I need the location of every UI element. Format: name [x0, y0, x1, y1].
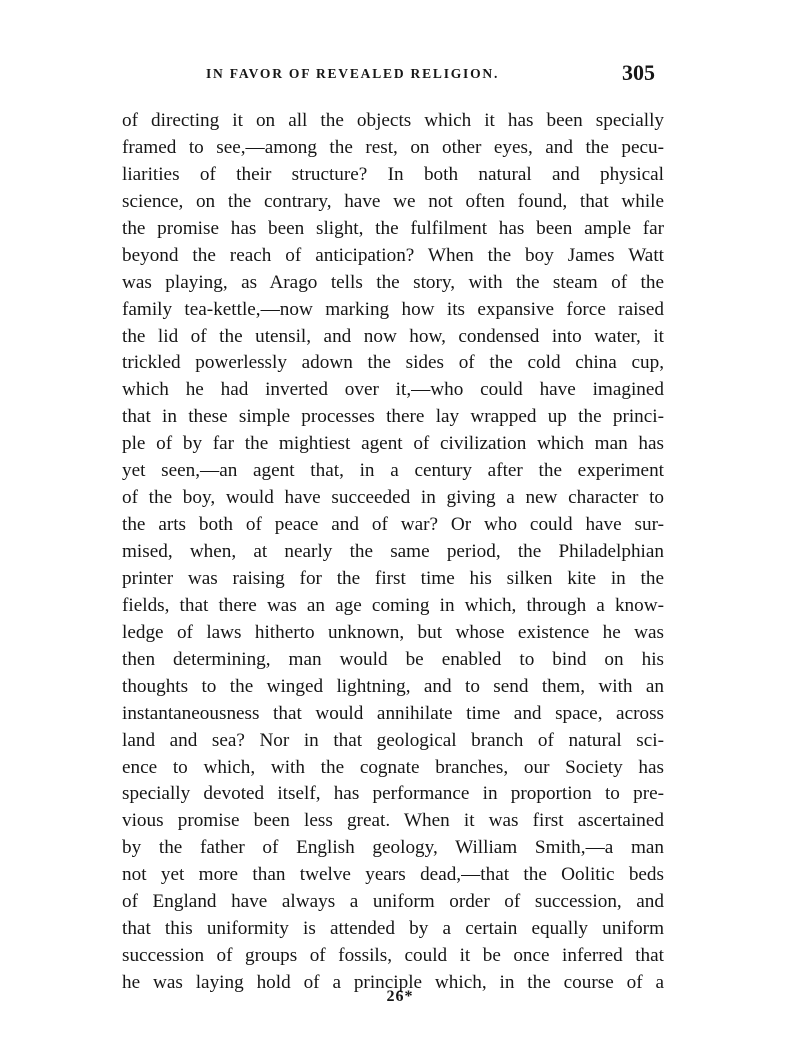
text-line: of the boy, would have succeeded in giving a new character to [122, 487, 664, 509]
text-line: specially devoted itself, has performance in proportion to pre- [122, 783, 664, 805]
text-line: by the father of English geology, William Smith,—a man [122, 837, 664, 859]
text-line: he was laying hold of a principle which, in the course of a [122, 972, 664, 993]
text-line: fields, that there was an age coming in which, through a know- [122, 594, 664, 616]
page-number: 305 [622, 60, 655, 85]
text-line: instantaneousness that would annihilate time and space, across [122, 702, 664, 724]
text-line: the arts both of peace and of war? Or who could have sur- [122, 514, 664, 536]
text-line: framed to see,—among the rest, on other eyes, and the pecu- [122, 136, 664, 158]
body-text [122, 108, 664, 997]
text-line: succession of groups of fossils, could it be once inferred that [122, 945, 664, 967]
text-line: mised, when, at nearly the same period, the Philadelphian [122, 541, 664, 562]
text-line: beyond the reach of anticipation? When the boy James Watt [122, 244, 664, 266]
text-line: ence to which, with the cognate branches, our Society has [122, 756, 664, 778]
running-head [0, 60, 800, 90]
text-line: liarities of their structure? In both natural and physical [122, 163, 664, 185]
text-line: was playing, as Arago tells the story, with the steam of the [122, 271, 664, 293]
text-line: then determining, man would be enabled to bind on his [122, 648, 664, 670]
text-line: the lid of the utensil, and now how, condensed into water, it [122, 325, 664, 347]
text-line: ledge of laws hitherto unknown, but whose existence he was [122, 621, 664, 643]
text-line: that this uniformity is attended by a certain equally uniform [122, 918, 664, 940]
text-line: thoughts to the winged lightning, and to send them, with an [122, 675, 664, 697]
text-line: printer was raising for the first time his silken kite in the [122, 567, 664, 589]
text-line: science, on the contrary, have we not often found, that while [122, 190, 664, 212]
text-line: yet seen,—an agent that, in a century after the experiment [122, 460, 664, 482]
running-title: IN FAVOR OF REVEALED RELIGION. [206, 66, 500, 81]
text-line: trickled powerlessly adown the sides of the cold china cup, [122, 352, 664, 374]
text-line: ple of by far the mightiest agent of civilization which man has [122, 433, 664, 455]
signature-mark: 26* [386, 988, 414, 1005]
text-line: the promise has been slight, the fulfilment has been ample far [122, 217, 664, 239]
text-line: land and sea? Nor in that geological branch of natural sci- [122, 729, 664, 751]
text-line: of directing it on all the objects which it has been specially [122, 110, 664, 131]
text-line: vious promise been less great. When it was first ascertained [122, 810, 664, 832]
text-line: not yet more than twelve years dead,—that the Oolitic beds [122, 864, 664, 886]
text-line: that in these simple processes there lay wrapped up the princi- [122, 406, 664, 428]
text-line: family tea-kettle,—now marking how its expansive force raised [122, 298, 664, 320]
text-line: which he had inverted over it,—who could have imagined [122, 379, 664, 401]
text-line: of England have always a uniform order of succession, and [122, 891, 664, 913]
